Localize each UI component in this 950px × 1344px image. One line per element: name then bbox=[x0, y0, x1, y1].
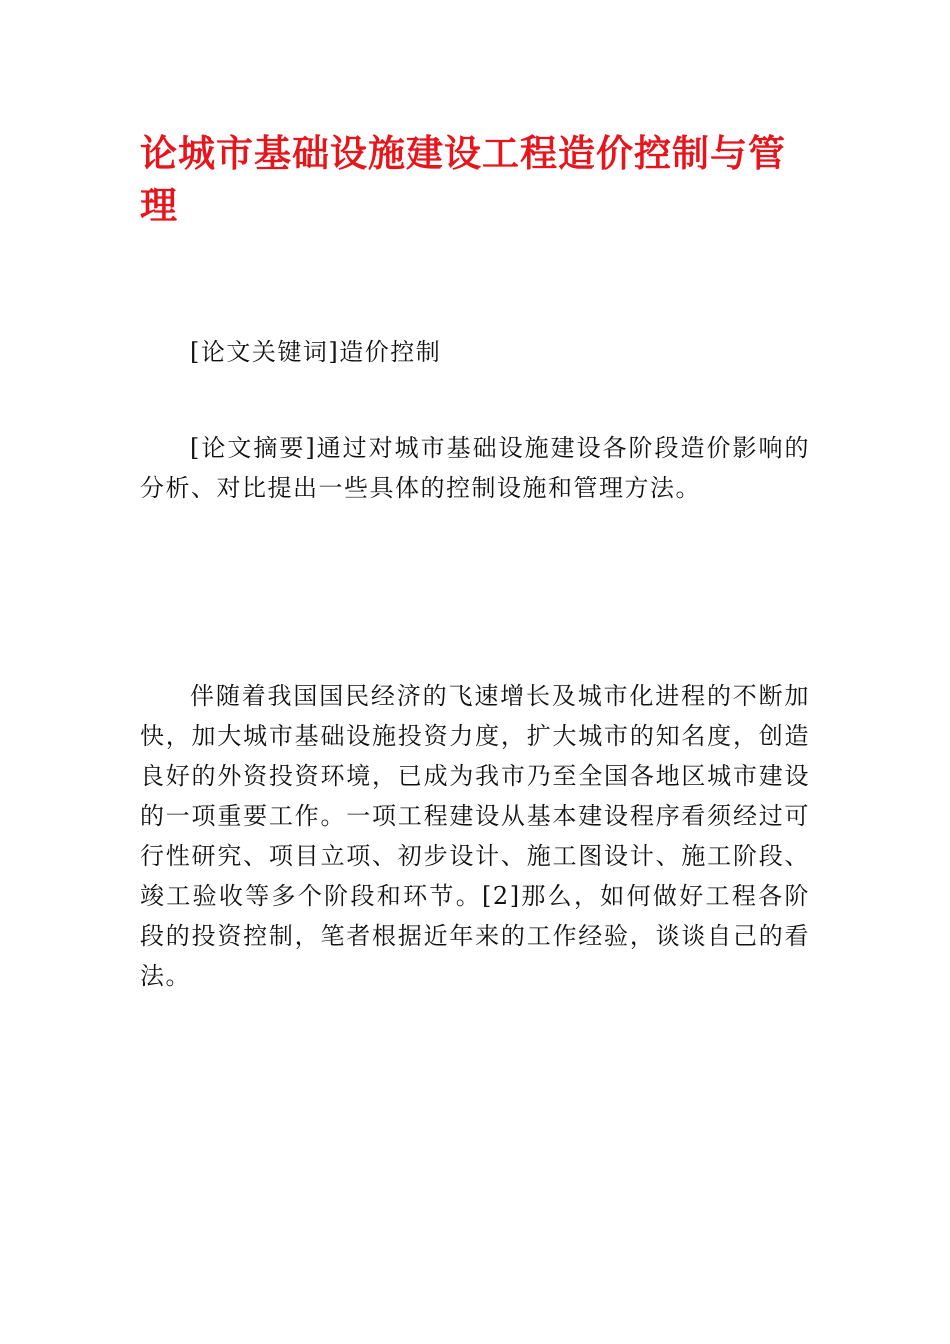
keywords-paragraph: [论文关键词]造价控制 bbox=[190, 338, 442, 366]
document-title: 论城市基础设施建设工程造价控制与管理 bbox=[140, 132, 786, 227]
abstract-paragraph: [论文摘要]通过对城市基础设施建设各阶段造价影响的分析、对比提出一些具体的控制设施和管理方法。 bbox=[140, 434, 810, 502]
body-paragraph: 伴随着我国国民经济的飞速增长及城市化进程的不断加快，加大城市基础设施投资力度，扩大城市的知名度，创造良好的外资投资环境，已成为我市乃至全国各地区城市建设的一项重要工作。一项工程建设从基本建设程序看须经过可行性研究、项目立项、初步设计、施工图设计、施工阶段、竣工验收等多个阶段和环节。[2]那么，如何做好工程各阶段的投资控制，笔者根据近年来的工作经验，谈谈自己的看法。 bbox=[140, 682, 810, 990]
